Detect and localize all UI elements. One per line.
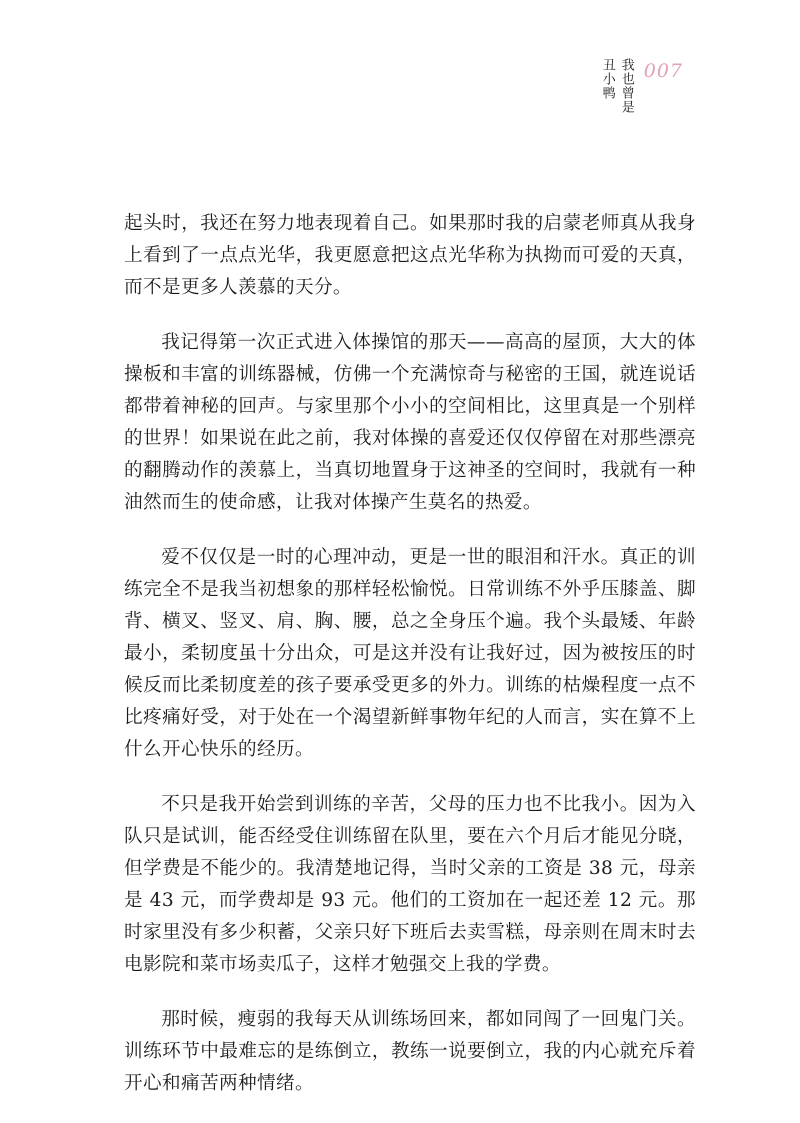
body-text [124, 208, 696, 1123]
page-number: 007 [643, 60, 683, 82]
paragraph-3: 爱不仅仅是一时的心理冲动，更是一世的眼泪和汗水。真正的训练完全不是我当初想象的那样轻松愉悦。日常训练不外乎压膝盖、脚背、横叉、竖叉、肩、胸、腰，总之全身压个遍。我个头最矮、年龄最小，柔韧度虽十分出众，可是这并没有让我好过，因为被按压的时候反而比柔韧度差的孩子要承受更多的外力。训练的枯燥程度一点不比疼痛好受，对于处在一个渴望新鲜事物年纪的人而言，实在算不上什么开心快乐的经历。 [124, 547, 696, 760]
paragraph-4: 不只是我开始尝到训练的辛苦，父母的压力也不比我小。因为入队只是试训，能否经受住训练留在队里，要在六个月后才能见分晓，但学费是不能少的。我清楚地记得，当时父亲的工资是 38 元，母亲是 43 元，而学费却是 93 元。他们的工资加在一起还差 12 元。那时家里没有多少积蓄，父亲只好下班后去卖雪糕，母亲则在周末时去电影院和菜市场卖瓜子，这样才勉强交上我的学费。 [124, 794, 696, 975]
book-title-line-1: 我也曾是 [618, 58, 634, 114]
paragraph-5: 那时候，瘦弱的我每天从训练场回来，都如同闯了一回鬼门关。训练环节中最难忘的是练倒立，教练一说要倒立，我的内心就充斥着开心和痛苦两种情绪。 [124, 1009, 696, 1094]
paragraph-1: 起头时，我还在努力地表现着自己。如果那时我的启蒙老师真从我身上看到了一点点光华，我更愿意把这点光华称为执拗而可爱的天真，而不是更多人羡慕的天分。 [124, 213, 696, 298]
paragraph-2: 我记得第一次正式进入体操馆的那天——高高的屋顶，大大的体操板和丰富的训练器械，仿佛一个充满惊奇与秘密的王国，就连说话都带着神秘的回声。与家里那个小小的空间相比，这里真是一个别样的世界！如果说在此之前，我对体操的喜爱还仅仅停留在对那些漂亮的翻腾动作的羡慕上，当真切地置身于这神圣的空间时，我就有一种油然而生的使命感，让我对体操产生莫名的热爱。 [124, 332, 696, 513]
running-header [600, 58, 758, 114]
book-title-line-2: 丑小鸭 [599, 58, 615, 100]
